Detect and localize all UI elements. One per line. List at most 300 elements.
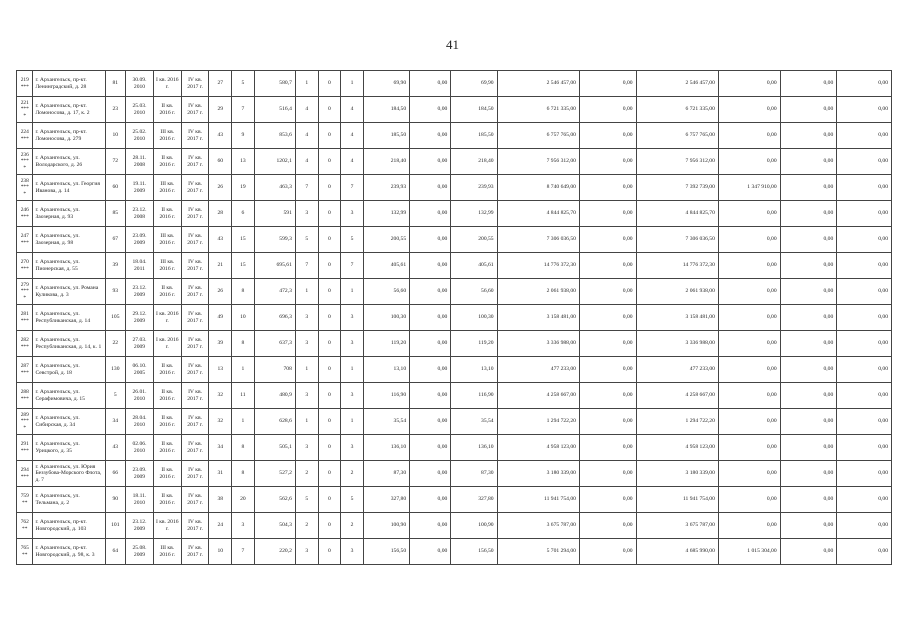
cell-v2: 0,00 bbox=[410, 487, 451, 513]
cell-c1: 27 bbox=[209, 71, 232, 97]
cell-from: II кв. 2016 г. bbox=[153, 279, 181, 305]
cell-f3: 0,00 bbox=[718, 331, 780, 357]
cell-f3: 0,00 bbox=[718, 409, 780, 435]
cell-f2: 7 306 036,50 bbox=[636, 227, 718, 253]
cell-p1: 4 bbox=[295, 149, 318, 175]
cell-f3: 0,00 bbox=[718, 383, 780, 409]
cell-cost: 477 233,00 bbox=[497, 357, 579, 383]
cell-f2: 4 844 825,70 bbox=[636, 201, 718, 227]
cell-apartments: 23 bbox=[105, 97, 126, 123]
cell-p2: 0 bbox=[318, 409, 341, 435]
cell-apartments: 67 bbox=[105, 227, 126, 253]
cell-v2: 0,00 bbox=[410, 279, 451, 305]
cell-f2: 2 546 457,00 bbox=[636, 71, 718, 97]
cell-cost: 3 158 481,00 bbox=[497, 305, 579, 331]
cell-f4: 0,00 bbox=[780, 97, 837, 123]
cell-f4: 0,00 bbox=[780, 461, 837, 487]
cell-f4: 0,00 bbox=[780, 201, 837, 227]
cell-f3: 0,00 bbox=[718, 71, 780, 97]
cell-v1: 13,10 bbox=[363, 357, 409, 383]
cell-to: IV кв. 2017 г. bbox=[181, 97, 209, 123]
cell-p2: 0 bbox=[318, 513, 341, 539]
cell-p3: 3 bbox=[341, 435, 364, 461]
cell-v2: 0,00 bbox=[410, 123, 451, 149]
cell-cost: 7 956 312,00 bbox=[497, 149, 579, 175]
cell-p2: 0 bbox=[318, 149, 341, 175]
cell-date: 28.11. 2008 bbox=[126, 149, 154, 175]
cell-f3: 0,00 bbox=[718, 513, 780, 539]
cell-id: 246 *** bbox=[17, 201, 33, 227]
cell-p1: 3 bbox=[295, 305, 318, 331]
cell-f3: 0,00 bbox=[718, 97, 780, 123]
cell-p1: 1 bbox=[295, 409, 318, 435]
cell-f3: 0,00 bbox=[718, 123, 780, 149]
cell-p3: 3 bbox=[341, 539, 364, 565]
cell-apartments: 43 bbox=[105, 435, 126, 461]
cell-apartments: 5 bbox=[105, 383, 126, 409]
cell-f3: 0,00 bbox=[718, 461, 780, 487]
cell-from: II кв. 2016 г. bbox=[153, 487, 181, 513]
cell-area: 220,2 bbox=[254, 539, 295, 565]
cell-p1: 1 bbox=[295, 357, 318, 383]
cell-apartments: 10 bbox=[105, 123, 126, 149]
cell-v3: 13,10 bbox=[451, 357, 497, 383]
cell-from: III кв. 2016 г. bbox=[153, 227, 181, 253]
cell-f5: 0,00 bbox=[837, 279, 892, 305]
cell-p1: 4 bbox=[295, 97, 318, 123]
page-number: 41 bbox=[446, 37, 459, 52]
cell-v1: 185,50 bbox=[363, 123, 409, 149]
cell-f5: 0,00 bbox=[837, 357, 892, 383]
cell-v2: 0,00 bbox=[410, 97, 451, 123]
cell-c2: 8 bbox=[232, 461, 255, 487]
table-row bbox=[17, 305, 892, 331]
cell-p2: 0 bbox=[318, 279, 341, 305]
cell-v1: 218,40 bbox=[363, 149, 409, 175]
cell-apartments: 34 bbox=[105, 409, 126, 435]
cell-date: 23.09. 2009 bbox=[126, 227, 154, 253]
cell-f4: 0,00 bbox=[780, 71, 837, 97]
cell-area: 562,6 bbox=[254, 487, 295, 513]
cell-c2: 13 bbox=[232, 149, 255, 175]
cell-v3: 156,50 bbox=[451, 539, 497, 565]
cell-address: г. Архангельск, ул. Сибирская, д. 34 bbox=[33, 409, 105, 435]
cell-to: IV кв. 2017 г. bbox=[181, 149, 209, 175]
table-row bbox=[17, 123, 892, 149]
cell-c2: 7 bbox=[232, 539, 255, 565]
cell-address: г. Архангельск, ул. Республиканская, д. 14 bbox=[33, 305, 105, 331]
cell-from: III кв. 2016 г. bbox=[153, 123, 181, 149]
cell-address: г. Архангельск, ул. Республиканская, д. 14, к. 1 bbox=[33, 331, 105, 357]
cell-f1: 0,00 bbox=[579, 383, 636, 409]
cell-p1: 5 bbox=[295, 487, 318, 513]
cell-address: г. Архангельск, ул. Пионерская, д. 55 bbox=[33, 253, 105, 279]
cell-v3: 405,61 bbox=[451, 253, 497, 279]
cell-p2: 0 bbox=[318, 97, 341, 123]
cell-f5: 0,00 bbox=[837, 123, 892, 149]
cell-p3: 7 bbox=[341, 253, 364, 279]
cell-p1: 7 bbox=[295, 253, 318, 279]
cell-v2: 0,00 bbox=[410, 383, 451, 409]
cell-v3: 185,50 bbox=[451, 123, 497, 149]
cell-f4: 0,00 bbox=[780, 227, 837, 253]
cell-f1: 0,00 bbox=[579, 149, 636, 175]
cell-cost: 4 958 123,00 bbox=[497, 435, 579, 461]
cell-address: г. Архангельск, ул. Заозерная, д. 98 bbox=[33, 227, 105, 253]
cell-cost: 3 180 339,00 bbox=[497, 461, 579, 487]
cell-v1: 69,90 bbox=[363, 71, 409, 97]
cell-v1: 200,55 bbox=[363, 227, 409, 253]
cell-p3: 1 bbox=[341, 409, 364, 435]
cell-v3: 35,54 bbox=[451, 409, 497, 435]
cell-f2: 3 336 988,00 bbox=[636, 331, 718, 357]
cell-p3: 4 bbox=[341, 97, 364, 123]
cell-f5: 0,00 bbox=[837, 149, 892, 175]
cell-f3: 0,00 bbox=[718, 305, 780, 331]
cell-address: г. Архангельск, ул. Серафимовича, д. 15 bbox=[33, 383, 105, 409]
cell-v3: 100,30 bbox=[451, 305, 497, 331]
cell-cost: 7 306 036,50 bbox=[497, 227, 579, 253]
cell-from: II кв. 2016 г. bbox=[153, 435, 181, 461]
cell-to: IV кв. 2017 г. bbox=[181, 71, 209, 97]
cell-from: I кв. 2016 г. bbox=[153, 331, 181, 357]
cell-p3: 3 bbox=[341, 201, 364, 227]
cell-f2: 7 956 312,00 bbox=[636, 149, 718, 175]
cell-f3: 0,00 bbox=[718, 435, 780, 461]
cell-date: 25.08. 2009 bbox=[126, 539, 154, 565]
cell-f2: 14 776 372,30 bbox=[636, 253, 718, 279]
cell-v3: 56,60 bbox=[451, 279, 497, 305]
cell-p2: 0 bbox=[318, 435, 341, 461]
table-row bbox=[17, 227, 892, 253]
cell-area: 628,6 bbox=[254, 409, 295, 435]
cell-v1: 100,30 bbox=[363, 305, 409, 331]
cell-c2: 6 bbox=[232, 201, 255, 227]
cell-f5: 0,00 bbox=[837, 201, 892, 227]
cell-from: II кв. 2016 г. bbox=[153, 149, 181, 175]
cell-p2: 0 bbox=[318, 331, 341, 357]
cell-f1: 0,00 bbox=[579, 409, 636, 435]
cell-area: 480,9 bbox=[254, 383, 295, 409]
cell-v3: 119,20 bbox=[451, 331, 497, 357]
cell-p3: 1 bbox=[341, 279, 364, 305]
cell-v3: 327,80 bbox=[451, 487, 497, 513]
cell-f5: 0,00 bbox=[837, 513, 892, 539]
cell-p1: 1 bbox=[295, 71, 318, 97]
cell-f1: 0,00 bbox=[579, 331, 636, 357]
cell-f1: 0,00 bbox=[579, 357, 636, 383]
cell-f3: 0,00 bbox=[718, 279, 780, 305]
cell-to: IV кв. 2017 г. bbox=[181, 357, 209, 383]
cell-v2: 0,00 bbox=[410, 227, 451, 253]
cell-address: г. Архангельск, ул. Заозерная, д. 93 bbox=[33, 201, 105, 227]
cell-p3: 4 bbox=[341, 123, 364, 149]
cell-f3: 1 015 304,00 bbox=[718, 539, 780, 565]
cell-area: 580,7 bbox=[254, 71, 295, 97]
cell-from: I кв. 2016 г. bbox=[153, 513, 181, 539]
cell-f1: 0,00 bbox=[579, 305, 636, 331]
cell-address: г. Архангельск, ул. Юрия Беззубова-Морского Флота, д. 7 bbox=[33, 461, 105, 487]
cell-c2: 19 bbox=[232, 175, 255, 201]
cell-cost: 6 721 335,00 bbox=[497, 97, 579, 123]
table-row bbox=[17, 97, 892, 123]
cell-address: г. Архангельск, пр-кт. Новгородский, д. 98, к. 3 bbox=[33, 539, 105, 565]
cell-c1: 43 bbox=[209, 123, 232, 149]
cell-apartments: 60 bbox=[105, 175, 126, 201]
table-row bbox=[17, 175, 892, 201]
cell-v3: 132,99 bbox=[451, 201, 497, 227]
cell-f2: 477 233,00 bbox=[636, 357, 718, 383]
cell-from: II кв. 2016 г. bbox=[153, 461, 181, 487]
resettlement-table-sheet bbox=[16, 70, 892, 565]
cell-cost: 8 740 649,00 bbox=[497, 175, 579, 201]
cell-id: 765 ** bbox=[17, 539, 33, 565]
cell-apartments: 105 bbox=[105, 305, 126, 331]
cell-f5: 0,00 bbox=[837, 305, 892, 331]
cell-id: 759 ** bbox=[17, 487, 33, 513]
cell-v1: 35,54 bbox=[363, 409, 409, 435]
cell-v1: 116,90 bbox=[363, 383, 409, 409]
resettlement-table bbox=[16, 70, 892, 565]
cell-from: II кв. 2016 г. bbox=[153, 409, 181, 435]
cell-f1: 0,00 bbox=[579, 539, 636, 565]
cell-f4: 0,00 bbox=[780, 409, 837, 435]
cell-f2: 3 158 481,00 bbox=[636, 305, 718, 331]
cell-f2: 4 958 123,00 bbox=[636, 435, 718, 461]
cell-apartments: 39 bbox=[105, 253, 126, 279]
cell-date: 19.11. 2009 bbox=[126, 175, 154, 201]
cell-f5: 0,00 bbox=[837, 383, 892, 409]
cell-f5: 0,00 bbox=[837, 435, 892, 461]
cell-c2: 11 bbox=[232, 383, 255, 409]
cell-cost: 6 757 765,00 bbox=[497, 123, 579, 149]
cell-to: IV кв. 2017 г. bbox=[181, 253, 209, 279]
cell-from: I кв. 2016 г. bbox=[153, 305, 181, 331]
cell-f4: 0,00 bbox=[780, 279, 837, 305]
cell-from: III кв. 2016 г. bbox=[153, 175, 181, 201]
cell-f5: 0,00 bbox=[837, 539, 892, 565]
cell-p1: 1 bbox=[295, 279, 318, 305]
cell-f1: 0,00 bbox=[579, 279, 636, 305]
cell-f4: 0,00 bbox=[780, 357, 837, 383]
cell-f5: 0,00 bbox=[837, 175, 892, 201]
cell-to: IV кв. 2017 г. bbox=[181, 461, 209, 487]
cell-cost: 2 061 938,00 bbox=[497, 279, 579, 305]
cell-v3: 100,90 bbox=[451, 513, 497, 539]
cell-p2: 0 bbox=[318, 357, 341, 383]
cell-cost: 11 941 754,00 bbox=[497, 487, 579, 513]
cell-v3: 200,55 bbox=[451, 227, 497, 253]
cell-v2: 0,00 bbox=[410, 175, 451, 201]
cell-to: IV кв. 2017 г. bbox=[181, 175, 209, 201]
cell-to: IV кв. 2017 г. bbox=[181, 331, 209, 357]
cell-v3: 218,40 bbox=[451, 149, 497, 175]
cell-v1: 136,10 bbox=[363, 435, 409, 461]
cell-f3: 0,00 bbox=[718, 253, 780, 279]
cell-date: 18.11. 2010 bbox=[126, 487, 154, 513]
cell-p2: 0 bbox=[318, 253, 341, 279]
cell-date: 26.01. 2010 bbox=[126, 383, 154, 409]
cell-v2: 0,00 bbox=[410, 253, 451, 279]
cell-to: IV кв. 2017 г. bbox=[181, 435, 209, 461]
cell-p2: 0 bbox=[318, 487, 341, 513]
table-row bbox=[17, 383, 892, 409]
cell-date: 29.12. 2009 bbox=[126, 305, 154, 331]
cell-p2: 0 bbox=[318, 123, 341, 149]
cell-id: 291 *** bbox=[17, 435, 33, 461]
cell-v2: 0,00 bbox=[410, 513, 451, 539]
cell-p1: 4 bbox=[295, 123, 318, 149]
cell-p3: 5 bbox=[341, 227, 364, 253]
cell-f3: 1 347 910,00 bbox=[718, 175, 780, 201]
table-row bbox=[17, 71, 892, 97]
cell-p1: 3 bbox=[295, 331, 318, 357]
cell-c1: 10 bbox=[209, 539, 232, 565]
cell-address: г. Архангельск, ул. Георгия Иванова, д. 14 bbox=[33, 175, 105, 201]
cell-date: 18.04. 2011 bbox=[126, 253, 154, 279]
cell-p3: 4 bbox=[341, 149, 364, 175]
cell-c1: 49 bbox=[209, 305, 232, 331]
cell-v2: 0,00 bbox=[410, 461, 451, 487]
table-row bbox=[17, 539, 892, 565]
cell-date: 27.03. 2009 bbox=[126, 331, 154, 357]
cell-id: 287 *** bbox=[17, 357, 33, 383]
cell-p1: 2 bbox=[295, 513, 318, 539]
cell-v3: 116,90 bbox=[451, 383, 497, 409]
cell-f1: 0,00 bbox=[579, 513, 636, 539]
cell-v1: 132,99 bbox=[363, 201, 409, 227]
cell-f1: 0,00 bbox=[579, 71, 636, 97]
cell-address: г. Архангельск, ул. Тельмана, д. 2 bbox=[33, 487, 105, 513]
cell-area: 505,1 bbox=[254, 435, 295, 461]
cell-p1: 3 bbox=[295, 383, 318, 409]
cell-f2: 6 757 765,00 bbox=[636, 123, 718, 149]
cell-cost: 4 844 825,70 bbox=[497, 201, 579, 227]
cell-cost: 3 336 988,00 bbox=[497, 331, 579, 357]
cell-f4: 0,00 bbox=[780, 331, 837, 357]
cell-cost: 14 776 372,30 bbox=[497, 253, 579, 279]
cell-to: IV кв. 2017 г. bbox=[181, 201, 209, 227]
cell-c2: 1 bbox=[232, 357, 255, 383]
cell-c1: 13 bbox=[209, 357, 232, 383]
cell-f4: 0,00 bbox=[780, 149, 837, 175]
cell-c2: 8 bbox=[232, 279, 255, 305]
cell-from: III кв. 2016 г. bbox=[153, 539, 181, 565]
cell-apartments: 81 bbox=[105, 71, 126, 97]
cell-to: IV кв. 2017 г. bbox=[181, 409, 209, 435]
cell-v1: 156,50 bbox=[363, 539, 409, 565]
cell-p3: 5 bbox=[341, 487, 364, 513]
cell-apartments: 72 bbox=[105, 149, 126, 175]
cell-to: IV кв. 2017 г. bbox=[181, 123, 209, 149]
cell-date: 23.12. 2008 bbox=[126, 201, 154, 227]
cell-area: 599,3 bbox=[254, 227, 295, 253]
cell-c1: 21 bbox=[209, 253, 232, 279]
cell-address: г. Архангельск, пр-кт. Новгородский, д. 103 bbox=[33, 513, 105, 539]
cell-address: г. Архангельск, ул. Севстрой, д. 18 bbox=[33, 357, 105, 383]
cell-area: 527,2 bbox=[254, 461, 295, 487]
cell-v1: 405,61 bbox=[363, 253, 409, 279]
table-body bbox=[17, 71, 892, 565]
cell-f4: 0,00 bbox=[780, 435, 837, 461]
cell-f1: 0,00 bbox=[579, 201, 636, 227]
table-row bbox=[17, 513, 892, 539]
cell-area: 695,61 bbox=[254, 253, 295, 279]
cell-id: 282 *** bbox=[17, 331, 33, 357]
cell-v3: 87,30 bbox=[451, 461, 497, 487]
cell-p3: 2 bbox=[341, 461, 364, 487]
cell-area: 463,3 bbox=[254, 175, 295, 201]
cell-v1: 184,50 bbox=[363, 97, 409, 123]
cell-f5: 0,00 bbox=[837, 461, 892, 487]
cell-apartments: 101 bbox=[105, 513, 126, 539]
table-row bbox=[17, 253, 892, 279]
cell-f5: 0,00 bbox=[837, 331, 892, 357]
cell-c2: 8 bbox=[232, 435, 255, 461]
cell-cost: 4 258 667,00 bbox=[497, 383, 579, 409]
cell-date: 23.12. 2009 bbox=[126, 279, 154, 305]
cell-cost: 1 294 722,20 bbox=[497, 409, 579, 435]
cell-f1: 0,00 bbox=[579, 123, 636, 149]
cell-p2: 0 bbox=[318, 201, 341, 227]
cell-f2: 2 061 938,00 bbox=[636, 279, 718, 305]
cell-from: I кв. 2016 г. bbox=[153, 71, 181, 97]
cell-v1: 239,93 bbox=[363, 175, 409, 201]
cell-p2: 0 bbox=[318, 305, 341, 331]
cell-f2: 3 180 339,00 bbox=[636, 461, 718, 487]
cell-f1: 0,00 bbox=[579, 227, 636, 253]
cell-f5: 0,00 bbox=[837, 487, 892, 513]
cell-f5: 0,00 bbox=[837, 71, 892, 97]
cell-f5: 0,00 bbox=[837, 227, 892, 253]
cell-c1: 24 bbox=[209, 513, 232, 539]
cell-id: 270 *** bbox=[17, 253, 33, 279]
table-row bbox=[17, 357, 892, 383]
cell-f4: 0,00 bbox=[780, 123, 837, 149]
cell-c1: 34 bbox=[209, 435, 232, 461]
cell-p3: 2 bbox=[341, 513, 364, 539]
cell-p3: 1 bbox=[341, 71, 364, 97]
cell-from: III кв. 2016 г. bbox=[153, 253, 181, 279]
cell-c1: 39 bbox=[209, 331, 232, 357]
cell-date: 02.06. 2010 bbox=[126, 435, 154, 461]
table-row bbox=[17, 487, 892, 513]
cell-from: II кв. 2016 г. bbox=[153, 201, 181, 227]
cell-cost: 3 675 787,00 bbox=[497, 513, 579, 539]
cell-to: IV кв. 2017 г. bbox=[181, 305, 209, 331]
table-row bbox=[17, 201, 892, 227]
cell-apartments: 85 bbox=[105, 201, 126, 227]
cell-p1: 3 bbox=[295, 201, 318, 227]
cell-f3: 0,00 bbox=[718, 201, 780, 227]
cell-c1: 26 bbox=[209, 175, 232, 201]
cell-c1: 28 bbox=[209, 201, 232, 227]
cell-area: 853,6 bbox=[254, 123, 295, 149]
cell-cost: 2 546 457,00 bbox=[497, 71, 579, 97]
cell-c2: 7 bbox=[232, 97, 255, 123]
cell-f4: 0,00 bbox=[780, 539, 837, 565]
cell-v1: 100,90 bbox=[363, 513, 409, 539]
cell-f4: 0,00 bbox=[780, 175, 837, 201]
cell-f4: 0,00 bbox=[780, 513, 837, 539]
cell-c2: 9 bbox=[232, 123, 255, 149]
cell-address: г. Архангельск, ул. Урицкого, д. 35 bbox=[33, 435, 105, 461]
cell-f1: 0,00 bbox=[579, 97, 636, 123]
cell-apartments: 90 bbox=[105, 487, 126, 513]
cell-f1: 0,00 bbox=[579, 175, 636, 201]
cell-c1: 32 bbox=[209, 409, 232, 435]
cell-p2: 0 bbox=[318, 175, 341, 201]
